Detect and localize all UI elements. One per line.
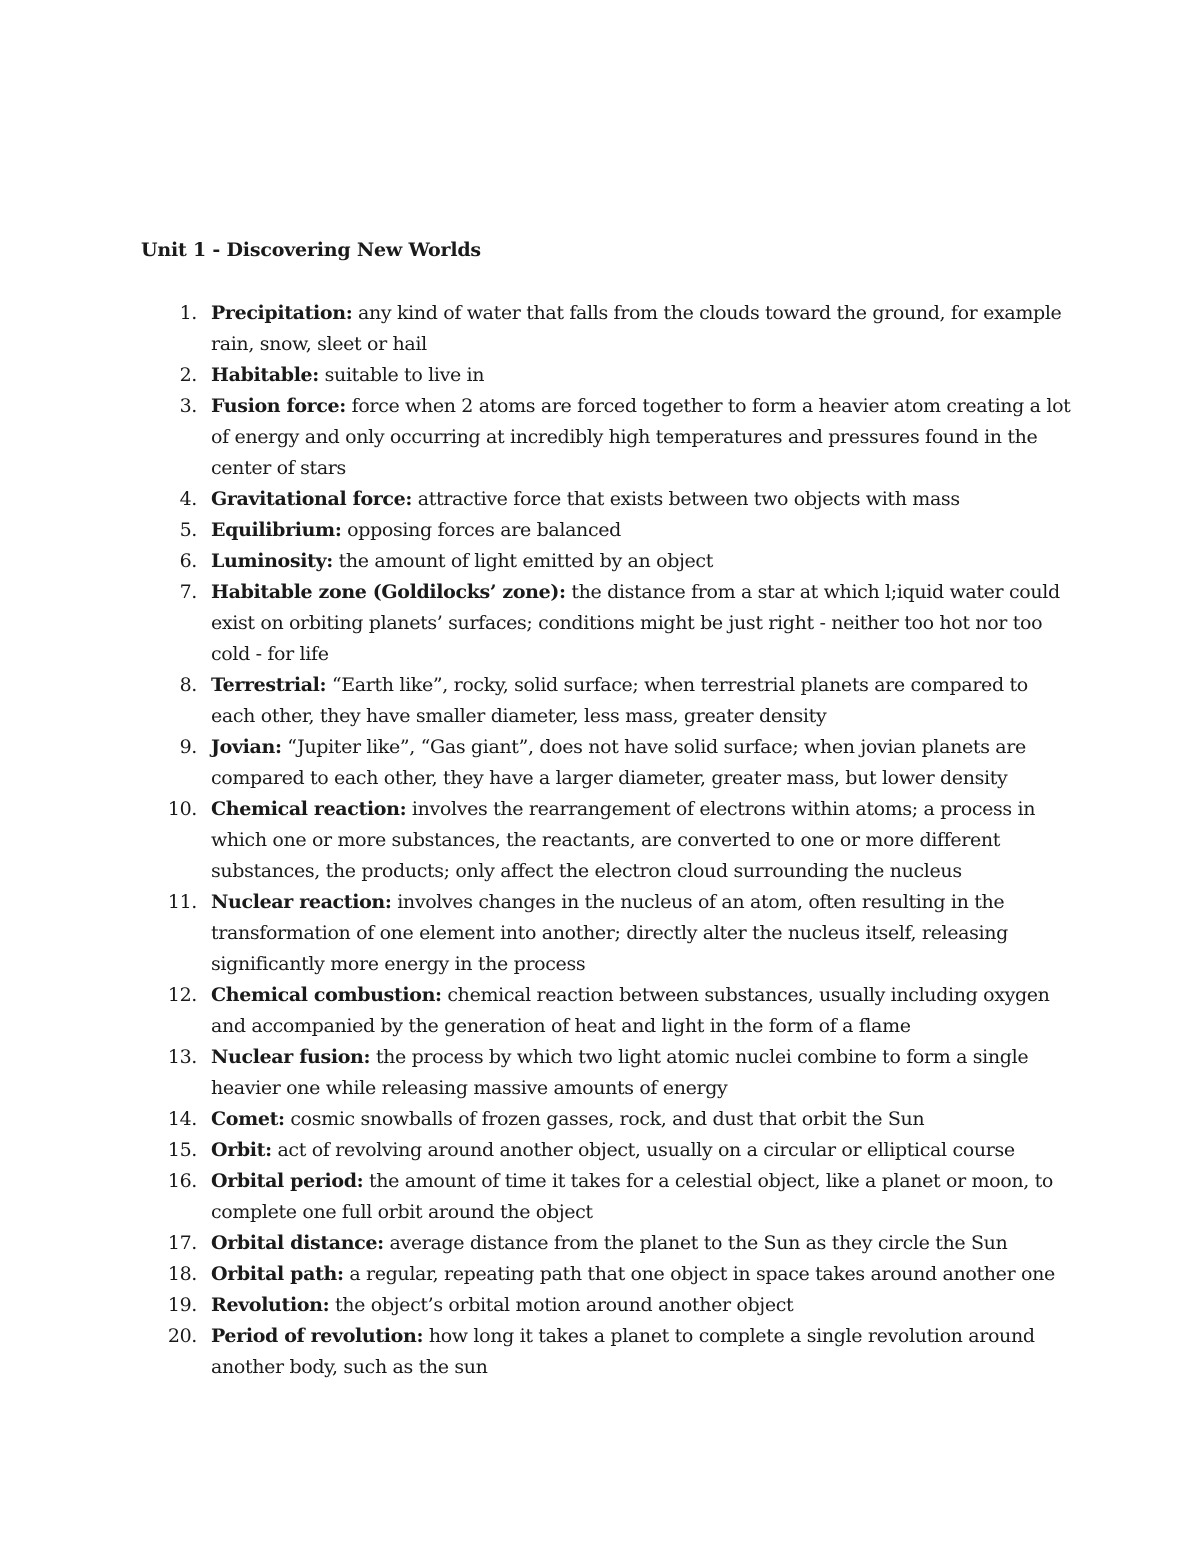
- list-item-number: 20.: [167, 1325, 197, 1347]
- vocab-definition: the amount of light emitted by an object: [332, 550, 714, 572]
- list-item-number: 12.: [167, 984, 197, 1006]
- list-item-number: 15.: [167, 1139, 197, 1161]
- vocabulary-list: [141, 298, 1071, 1383]
- list-item-number: 4.: [179, 488, 197, 510]
- list-item-number: 13.: [167, 1046, 197, 1068]
- list-item-number: 9.: [179, 736, 197, 758]
- list-item: [141, 1259, 1071, 1290]
- list-item: [141, 670, 1071, 732]
- list-item: [141, 732, 1071, 794]
- vocab-term: Revolution:: [211, 1294, 330, 1316]
- list-item-number: 14.: [167, 1108, 197, 1130]
- vocab-definition: force when 2 atoms are forced together to form a heavier atom creating a lot of energy and only occurring at incredibly high temperatures and pressures found in the center of stars: [211, 395, 1071, 479]
- vocab-definition: suitable to live in: [318, 364, 485, 386]
- list-item-number: 1.: [179, 302, 197, 324]
- vocab-term: Habitable zone (Goldilocks’ zone):: [211, 581, 566, 603]
- vocab-definition: the distance from a star at which l;iquid water could exist on orbiting planets’ surfaces; conditions might be just right - neither too hot nor too cold - for life: [211, 581, 1060, 665]
- vocab-definition: average distance from the planet to the Sun as they circle the Sun: [383, 1232, 1008, 1254]
- vocab-definition: how long it takes a planet to complete a single revolution around another body, such as the sun: [211, 1325, 1035, 1378]
- list-item: [141, 577, 1071, 670]
- vocab-definition: attractive force that exists between two objects with mass: [412, 488, 960, 510]
- vocab-term: Jovian:: [211, 736, 282, 758]
- vocab-definition: involves the rearrangement of electrons within atoms; a process in which one or more substances, the reactants, are converted to one or more different substances, the products; only affect the electron cloud surrounding the nucleus: [211, 798, 1036, 882]
- vocab-definition: “Jupiter like”, “Gas giant”, does not have solid surface; when jovian planets are compared to each other, they have a larger diameter, greater mass, but lower density: [211, 736, 1026, 789]
- list-item: [141, 794, 1071, 887]
- list-item: [141, 980, 1071, 1042]
- list-item: [141, 360, 1071, 391]
- vocab-definition: the amount of time it takes for a celestial object, like a planet or moon, to complete one full orbit around the object: [211, 1170, 1053, 1223]
- vocab-term: Precipitation:: [211, 302, 353, 324]
- vocab-term: Gravitational force:: [211, 488, 413, 510]
- vocab-term: Chemical combustion:: [211, 984, 442, 1006]
- list-item: [141, 1228, 1071, 1259]
- vocab-definition: a regular, repeating path that one object in space takes around another one: [343, 1263, 1055, 1285]
- list-item-number: 2.: [179, 364, 197, 386]
- list-item: [141, 1321, 1071, 1383]
- vocab-term: Nuclear fusion:: [211, 1046, 371, 1068]
- vocab-term: Luminosity:: [211, 550, 333, 572]
- list-item-number: 5.: [179, 519, 197, 541]
- vocab-definition: act of revolving around another object, usually on a circular or elliptical course: [271, 1139, 1015, 1161]
- vocab-definition: the object’s orbital motion around another object: [329, 1294, 794, 1316]
- vocab-term: Orbit:: [211, 1139, 272, 1161]
- list-item-number: 8.: [179, 674, 197, 696]
- list-item-number: 7.: [179, 581, 197, 603]
- vocab-term: Fusion force:: [211, 395, 346, 417]
- vocab-definition: “Earth like”, rocky, solid surface; when terrestrial planets are compared to each other, they have smaller diameter, less mass, greater density: [211, 674, 1028, 727]
- list-item: [141, 1290, 1071, 1321]
- list-item: [141, 515, 1071, 546]
- vocab-definition: any kind of water that falls from the clouds toward the ground, for example rain, snow, sleet or hail: [211, 302, 1062, 355]
- vocab-term: Chemical reaction:: [211, 798, 407, 820]
- vocab-definition: cosmic snowballs of frozen gasses, rock, and dust that orbit the Sun: [284, 1108, 925, 1130]
- vocab-definition: involves changes in the nucleus of an atom, often resulting in the transformation of one element into another; directly alter the nucleus itself, releasing significantly more energy in the process: [211, 891, 1008, 975]
- list-item-number: 3.: [179, 395, 197, 417]
- document-title: Unit 1 - Discovering New Worlds: [141, 239, 481, 261]
- list-item: [141, 1135, 1071, 1166]
- list-item-number: 6.: [179, 550, 197, 572]
- list-item: [141, 887, 1071, 980]
- vocab-term: Terrestrial:: [211, 674, 327, 696]
- document-page: [141, 236, 1071, 1383]
- list-item-number: 18.: [167, 1263, 197, 1285]
- list-item: [141, 1166, 1071, 1228]
- list-item: [141, 546, 1071, 577]
- list-item-number: 19.: [167, 1294, 197, 1316]
- vocab-term: Orbital distance:: [211, 1232, 384, 1254]
- vocab-term: Equilibrium:: [211, 519, 342, 541]
- list-item: [141, 298, 1071, 360]
- vocab-term: Orbital period:: [211, 1170, 364, 1192]
- list-item: [141, 1104, 1071, 1135]
- list-item: [141, 391, 1071, 484]
- list-item-number: 11.: [167, 891, 197, 913]
- list-item: [141, 1042, 1071, 1104]
- vocab-term: Nuclear reaction:: [211, 891, 392, 913]
- vocab-definition: chemical reaction between substances, usually including oxygen and accompanied by the generation of heat and light in the form of a flame: [211, 984, 1050, 1037]
- list-item-number: 16.: [167, 1170, 197, 1192]
- vocab-term: Comet:: [211, 1108, 285, 1130]
- vocab-term: Orbital path:: [211, 1263, 344, 1285]
- vocab-definition: the process by which two light atomic nuclei combine to form a single heavier one while releasing massive amounts of energy: [211, 1046, 1029, 1099]
- vocab-term: Habitable:: [211, 364, 319, 386]
- list-item-number: 17.: [167, 1232, 197, 1254]
- vocab-term: Period of revolution:: [211, 1325, 424, 1347]
- list-item-number: 10.: [167, 798, 197, 820]
- vocab-definition: opposing forces are balanced: [341, 519, 621, 541]
- list-item: [141, 484, 1071, 515]
